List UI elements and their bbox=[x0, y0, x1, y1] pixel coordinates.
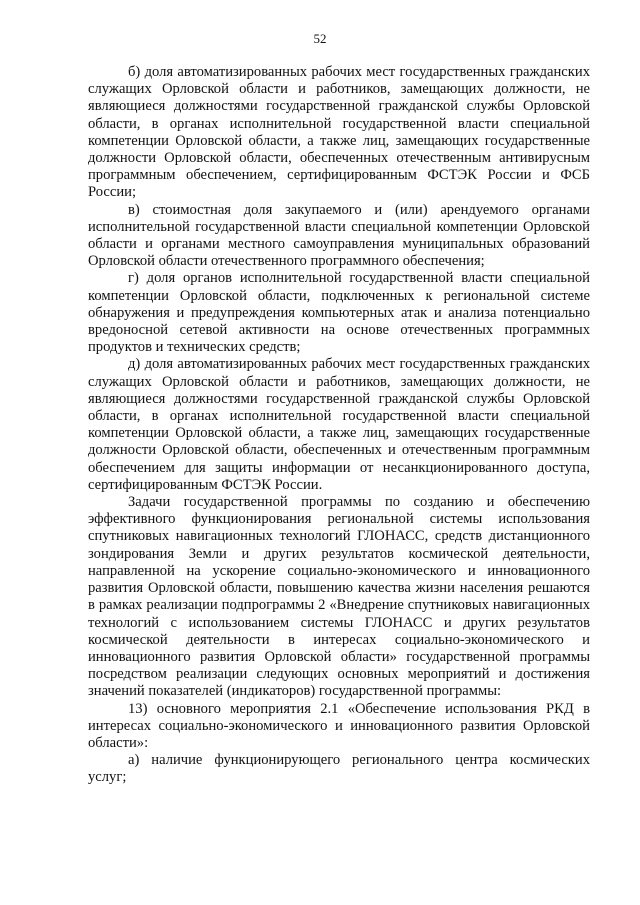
paragraph-g: г) доля органов исполнительной государственной власти специальной компетенции Орловской области, подключенных к региональной системе обнаружения и предупреждения компьютерных атак и анализа потенциально вредоносной сетевой активности на основе отечественных программных продуктов и технических средств; bbox=[88, 270, 590, 356]
paragraph-13: 13) основного мероприятия 2.1 «Обеспечение использования РКД в интересах социально-экономического и инновационного развития Орловской области»: bbox=[88, 700, 590, 751]
page-number: 52 bbox=[313, 31, 327, 46]
paragraph-a: а) наличие функционирующего регионального центра космических услуг; bbox=[88, 752, 590, 786]
paragraph-tasks: Задачи государственной программы по созданию и обеспечению эффективного функционирования региональной системы использования спутниковых навигационных технологий ГЛОНАСС, средств дистанционного зондирования Земли и других результатов космической деятельности, направленной на ускорение социально-экономического и инновационного развития Орловской области, повышению качества жизни населения решаются в рамках реализации подпрограммы 2 «Внедрение спутниковых навигационных технологий с использованием системы ГЛОНАСС и других результатов космической деятельности в интересах социально-экономического и инновационного развития Орловской области» государственной программы посредством реализации следующих основных мероприятий и достижения значений показателей (индикаторов) государственной программы: bbox=[88, 494, 590, 700]
paragraph-b: б) доля автоматизированных рабочих мест государственных гражданских служащих Орловской области и работников, замещающих должности, не являющиеся должностями государственной гражданской службы Орловской области, в органах исполнительной государственной власти специальной компетенции Орловской области, а также лиц, замещающих государственные должности Орловской области, обеспеченных отечественным антивирусным программным обеспечением, сертифицированным ФСТЭК России и ФСБ России; bbox=[88, 64, 590, 201]
body-text bbox=[88, 64, 590, 787]
paragraph-d: д) доля автоматизированных рабочих мест государственных гражданских служащих Орловской области и работников, замещающих должности, не являющиеся должностями государственной гражданской службы Орловской области, в органах исполнительной государственной власти специальной компетенции Орловской области, а также лиц, замещающих государственные должности Орловской области, обеспеченных и отечественным программным обеспечением для защиты информации от несанкционированного доступа, сертифицированным ФСТЭК России. bbox=[88, 356, 590, 493]
paragraph-v: в) стоимостная доля закупаемого и (или) арендуемого органами исполнительной государственной власти специальной компетенции Орловской области и органами местного самоуправления муниципальных образований Орловской области отечественного программного обеспечения; bbox=[88, 201, 590, 270]
